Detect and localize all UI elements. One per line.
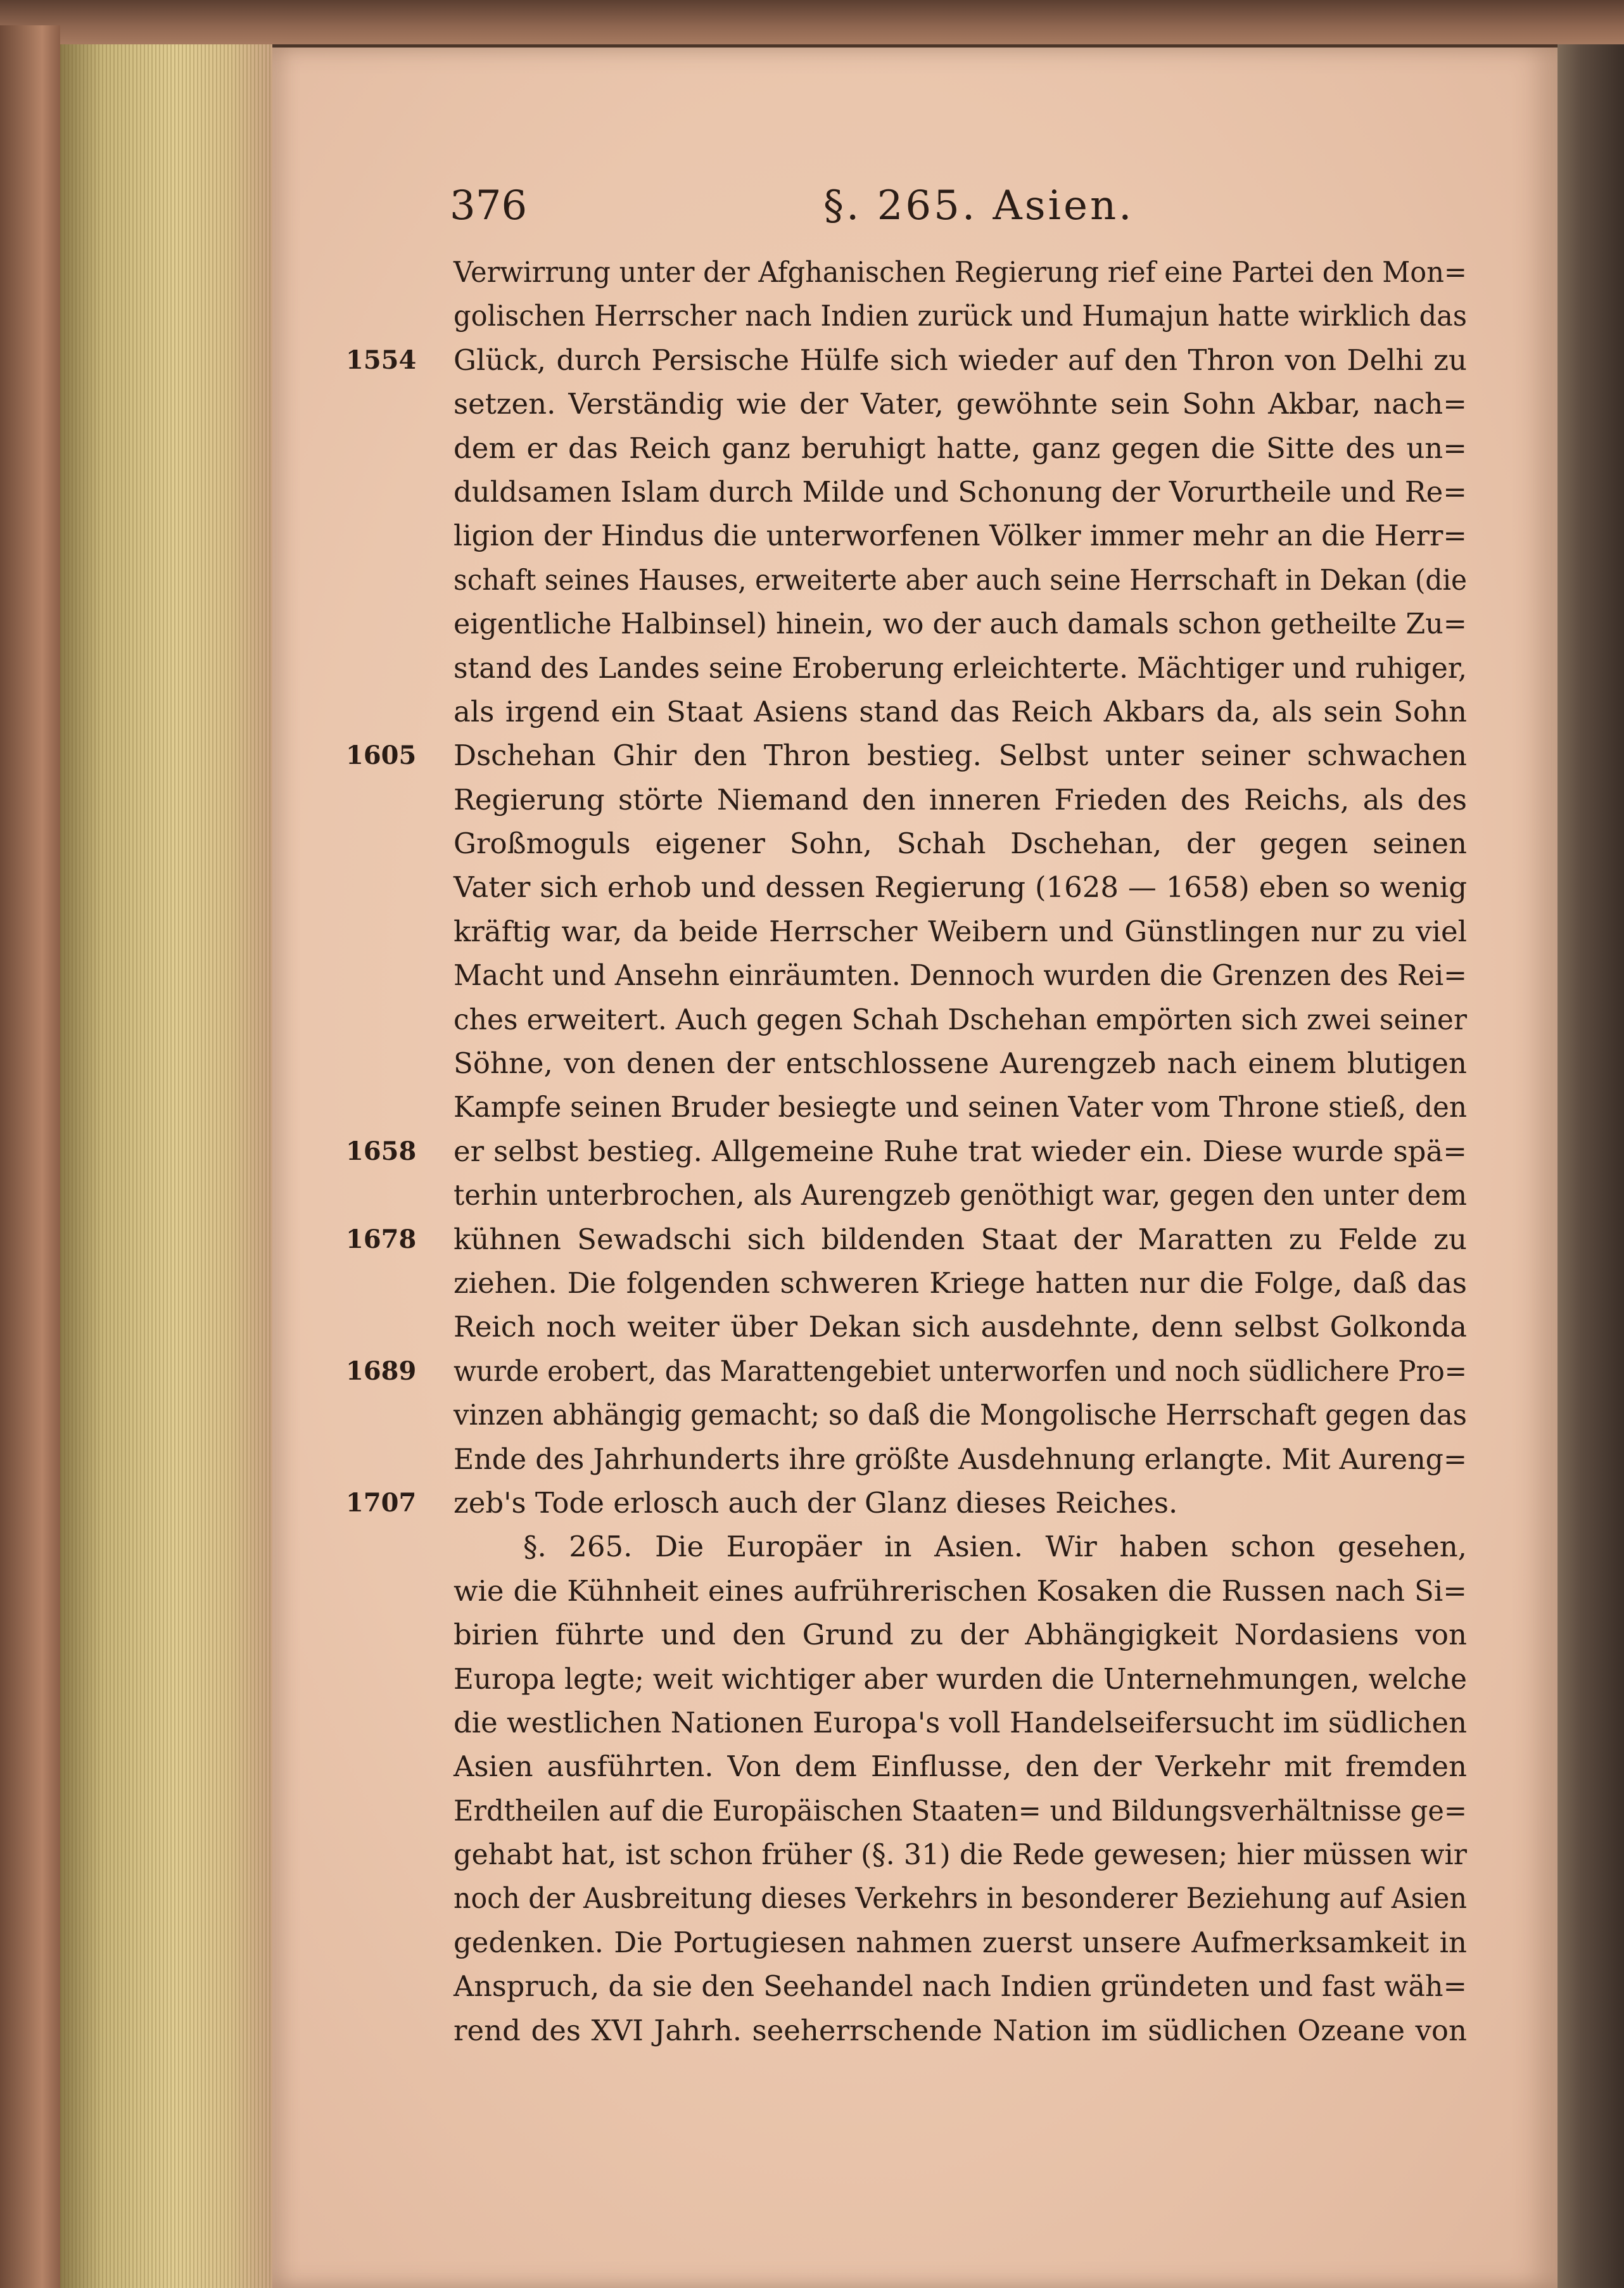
text-line: setzen. Verständig wie der Vater, gewöhnte sein Sohn Akbar, nach= — [454, 387, 1467, 421]
margin-year: 1605 — [346, 740, 417, 771]
text-line: 1605 Dschehan Ghir den Thron bestieg. Selbst unter seiner schwachen — [454, 734, 1467, 777]
text-line: Großmoguls eigener Sohn, Schah Dschehan, der gegen seinen — [454, 827, 1467, 861]
text-line: gedenken. Die Portugiesen nahmen zuerst unsere Aufmerksamkeit in — [454, 1925, 1467, 1959]
text-line: Reich noch weiter über Dekan sich ausdehnte, denn selbst Golkonda — [454, 1310, 1467, 1344]
text-line: terhin unterbrochen, als Aurengzeb genöthigt war, gegen den unter dem — [454, 1178, 1467, 1212]
text-line: eigentliche Halbinsel) hinein, wo der auch damals schon getheilte Zu= — [454, 607, 1467, 641]
running-title: §. 265. Asien. — [823, 182, 1134, 229]
text-line: noch der Ausbreitung dieses Verkehrs in besonderer Beziehung auf Asien — [454, 1881, 1467, 1916]
text-line: Europa legte; weit wichtiger aber wurden die Unternehmungen, welche — [454, 1662, 1467, 1696]
text-line: vinzen abhängig gemacht; so daß die Mongolische Herrschaft gegen das — [454, 1398, 1467, 1432]
text-line: 1554 Glück, durch Persische Hülfe sich wieder auf den Thron von Delhi zu — [454, 338, 1467, 382]
margin-year: 1678 — [346, 1224, 417, 1254]
text-line: Vater sich erhob und dessen Regierung (1628 — 1658) eben so wenig — [454, 870, 1467, 905]
text-line: 1689 wurde erobert, das Marattengebiet unterworfen und noch südlichere Pro= — [454, 1349, 1467, 1393]
text-line: Kampfe seinen Bruder besiegte und seinen Vater vom Throne stieß, den — [454, 1090, 1467, 1124]
text-line: 1707 zeb's Tode erlosch auch der Glanz dieses Reiches. — [454, 1481, 1467, 1525]
margin-year: 1658 — [346, 1136, 417, 1166]
text-line: 1678 kühnen Sewadschi sich bildenden Staat der Maratten zu Felde zu — [454, 1217, 1467, 1261]
text-line: Macht und Ansehn einräumten. Dennoch wurden die Grenzen des Rei= — [454, 958, 1467, 993]
text-line: ziehen. Die folgenden schweren Kriege hatten nur die Folge, daß das — [454, 1266, 1467, 1300]
text-line: die westlichen Nationen Europa's voll Handelseifersucht im südlichen — [454, 1705, 1467, 1739]
book-page — [272, 48, 1557, 2288]
text-line: golischen Herrscher nach Indien zurück und Humajun hatte wirklich das — [454, 299, 1467, 333]
book-binding-right — [1557, 44, 1624, 2288]
margin-year: 1707 — [346, 1487, 417, 1518]
text-line: Ende des Jahrhunderts ihre größte Ausdehnung erlangte. Mit Aureng= — [454, 1442, 1467, 1476]
page-edges — [60, 44, 272, 2288]
text-line: duldsamen Islam durch Milde und Schonung der Vorurtheile und Re= — [454, 474, 1467, 509]
text-line: als irgend ein Staat Asiens stand das Reich Akbars da, als sein Sohn — [454, 694, 1467, 728]
text-line: Regierung störte Niemand den inneren Frieden des Reichs, als des — [454, 782, 1467, 817]
text-line: dem er das Reich ganz beruhigt hatte, ganz gegen die Sitte des un= — [454, 431, 1467, 465]
text-line: schaft seines Hauses, erweiterte aber auch seine Herrschaft in Dekan (die — [454, 562, 1467, 597]
text-line: Söhne, von denen der entschlossene Aurengzeb nach einem blutigen — [454, 1046, 1467, 1081]
text-line: kräftig war, da beide Herrscher Weibern und Günstlingen nur zu viel — [454, 914, 1467, 948]
page-header — [450, 171, 1400, 241]
text-line: 1658 er selbst bestieg. Allgemeine Ruhe trat wieder ein. Diese wurde spä= — [454, 1129, 1467, 1173]
text-line: ligion der Hindus die unterworfenen Völker immer mehr an die Herr= — [454, 519, 1467, 553]
margin-year: 1689 — [346, 1356, 417, 1386]
text-line: rend des XVI Jahrh. seeherrschende Nation im südlichen Ozeane von — [454, 2013, 1467, 2047]
text-line: birien führte und den Grund zu der Abhängigkeit Nordasiens von — [454, 1618, 1467, 1652]
text-line: Verwirrung unter der Afghanischen Regierung rief eine Partei den Mon= — [454, 255, 1467, 289]
body-text — [346, 250, 1467, 2052]
text-line: Erdtheilen auf die Europäischen Staaten= und Bildungsverhältnisse ge= — [454, 1793, 1467, 1827]
margin-year: 1554 — [346, 345, 417, 375]
text-line: Asien ausführten. Von dem Einflusse, den der Verkehr mit fremden — [454, 1750, 1467, 1784]
book-cover-top — [0, 0, 1624, 44]
text-line: Anspruch, da sie den Seehandel nach Indien gründeten und fast wäh= — [454, 1969, 1467, 2004]
text-line: stand des Landes seine Eroberung erleichterte. Mächtiger und ruhiger, — [454, 651, 1467, 685]
page-number: 376 — [450, 182, 528, 229]
text-line: wie die Kühnheit eines aufrührerischen Kosaken die Russen nach Si= — [454, 1573, 1467, 1608]
book-cover-left — [0, 25, 60, 2288]
text-line: ches erweitert. Auch gegen Schah Dschehan empörten sich zwei seiner — [454, 1002, 1467, 1036]
section-heading-line: §. 265. Die Europäer in Asien. Wir haben schon gesehen, — [523, 1530, 1467, 1564]
text-line: gehabt hat, ist schon früher (§. 31) die Rede gewesen; hier müssen wir — [454, 1838, 1467, 1872]
